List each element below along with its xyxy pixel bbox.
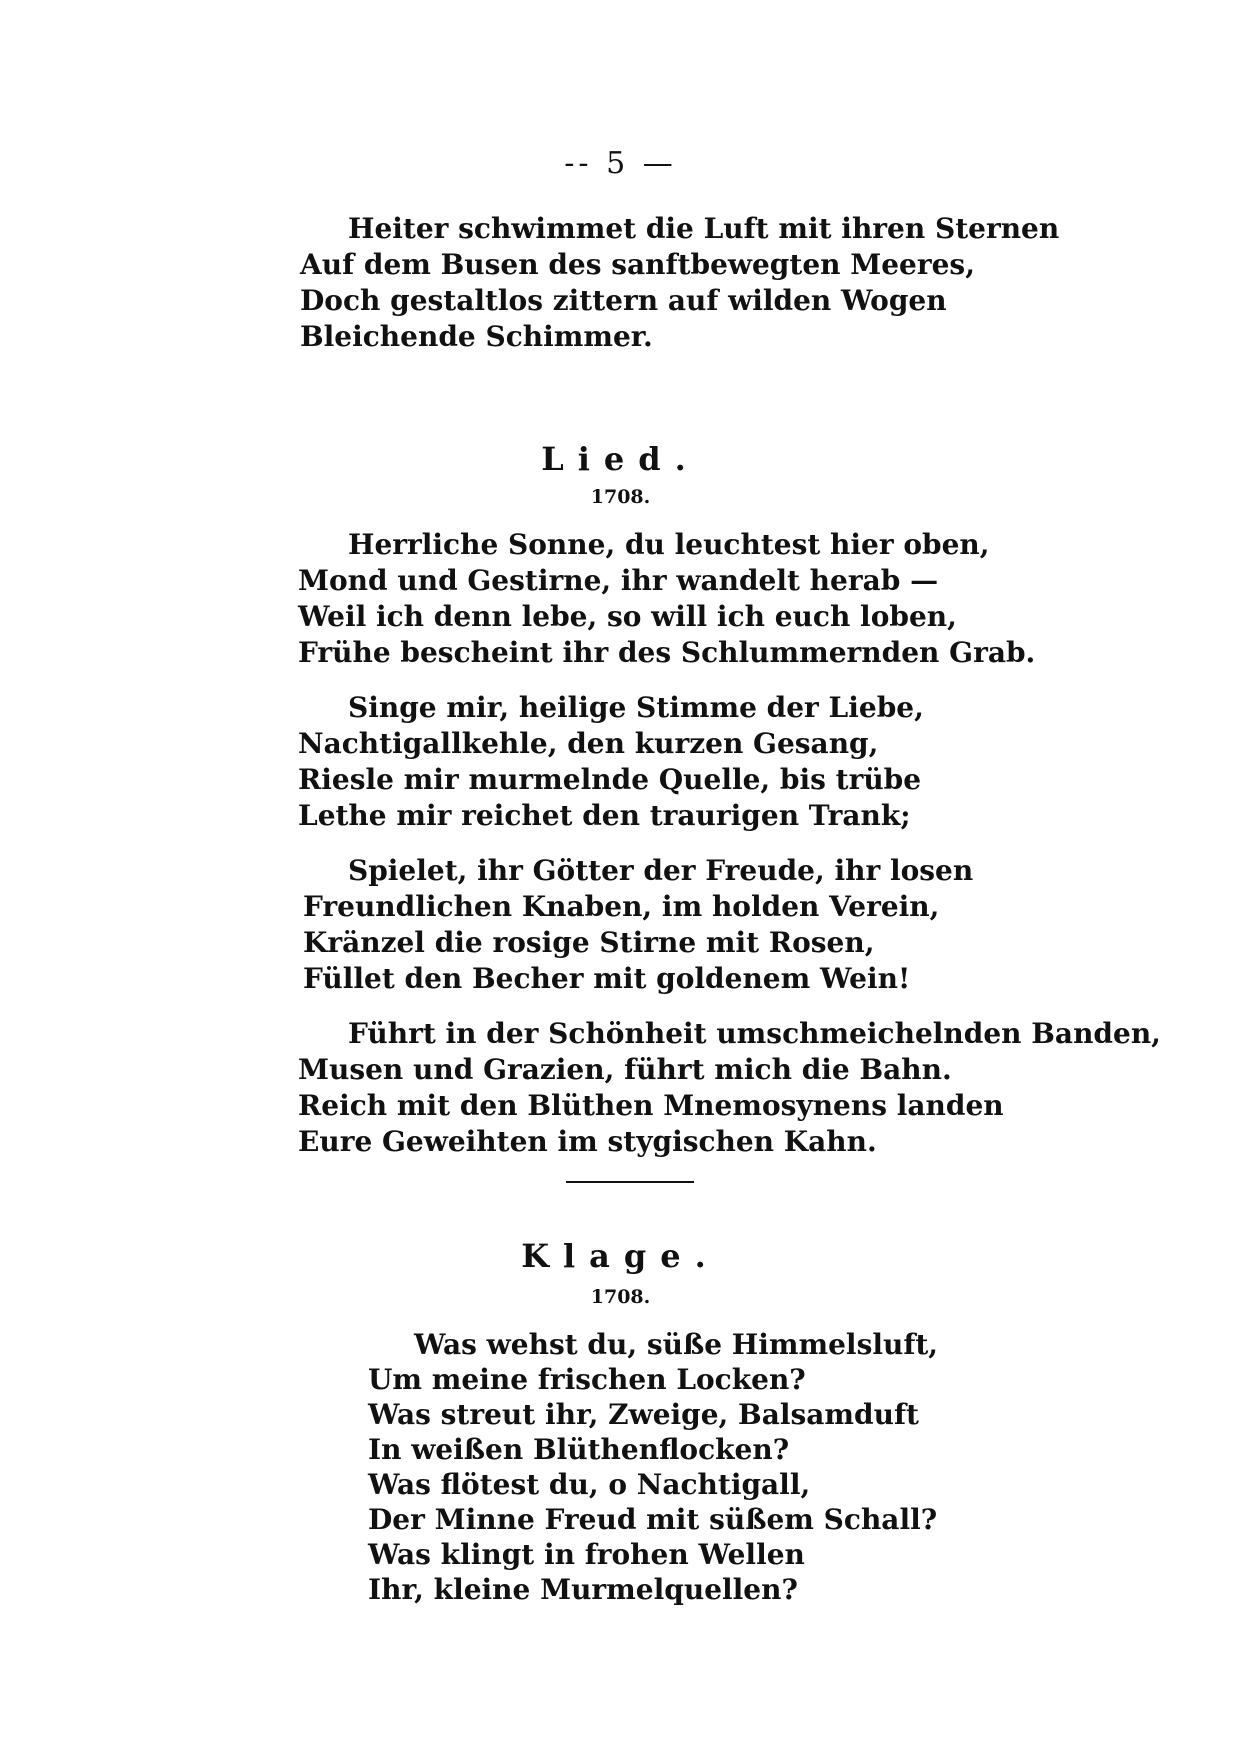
poem-line: Kränzel die rosige Stirne mit Rosen, (303, 926, 875, 959)
poem-line: Musen und Grazien, führt mich die Bahn. (298, 1053, 952, 1086)
poem-line: Singe mir, heilige Stimme der Liebe, (348, 691, 924, 724)
poem-line: Was streut ihr, Zweige, Balsamduft (368, 1398, 919, 1431)
stanza-line: Bleichende Schimmer. (300, 320, 653, 353)
poem-line: Was klingt in frohen Wellen (368, 1538, 805, 1571)
poem-year: 1708. (590, 486, 651, 508)
poem-line: Spielet, ihr Götter der Freude, ihr losen (348, 854, 974, 887)
poem-line: Lethe mir reichet den traurigen Trank; (298, 799, 911, 832)
poem-line: Frühe bescheint ihr des Schlummernden Grab. (298, 636, 1036, 669)
poem-line: Eure Geweihten im stygischen Kahn. (298, 1125, 877, 1158)
poem-line: In weißen Blüthenflocken? (368, 1433, 790, 1466)
poem-title: Klage. (521, 1237, 720, 1275)
poem-line: Weil ich denn lebe, so will ich euch loben, (298, 600, 957, 633)
poem-line: Nachtigallkehle, den kurzen Gesang, (298, 727, 879, 760)
poem-line: Herrliche Sonne, du leuchtest hier oben, (348, 528, 990, 561)
poem-year: 1708. (590, 1286, 651, 1308)
poem-line: Was flötest du, o Nachtigall, (368, 1468, 811, 1501)
poem-line: Ihr, kleine Murmelquellen? (368, 1573, 798, 1606)
poem-line: Füllet den Becher mit goldenem Wein! (303, 962, 911, 995)
stanza-line: Auf dem Busen des sanftbewegten Meeres, (300, 248, 975, 281)
poem-line: Freundlichen Knaben, im holden Verein, (303, 890, 940, 923)
poem-line: Reich mit den Blüthen Mnemosynens landen (298, 1089, 1004, 1122)
poem-line: Um meine frischen Locken? (368, 1363, 806, 1396)
poem-title: Lied. (541, 440, 700, 478)
poem-line: Riesle mir murmelnde Quelle, bis trübe (298, 763, 922, 796)
poem-line: Führt in der Schönheit umschmeichelnden Banden, (348, 1017, 1161, 1050)
poem-line: Der Minne Freud mit süßem Schall? (368, 1503, 938, 1536)
poem-line: Mond und Gestirne, ihr wandelt herab — (298, 564, 939, 597)
section-divider (566, 1181, 694, 1183)
stanza-line: Heiter schwimmet die Luft mit ihren Sternen (348, 212, 1060, 245)
page-number: -- 5 — (564, 146, 677, 181)
poem-line: Was wehst du, süße Himmelsluft, (414, 1328, 939, 1361)
stanza-line: Doch gestaltlos zittern auf wilden Wogen (300, 284, 947, 317)
